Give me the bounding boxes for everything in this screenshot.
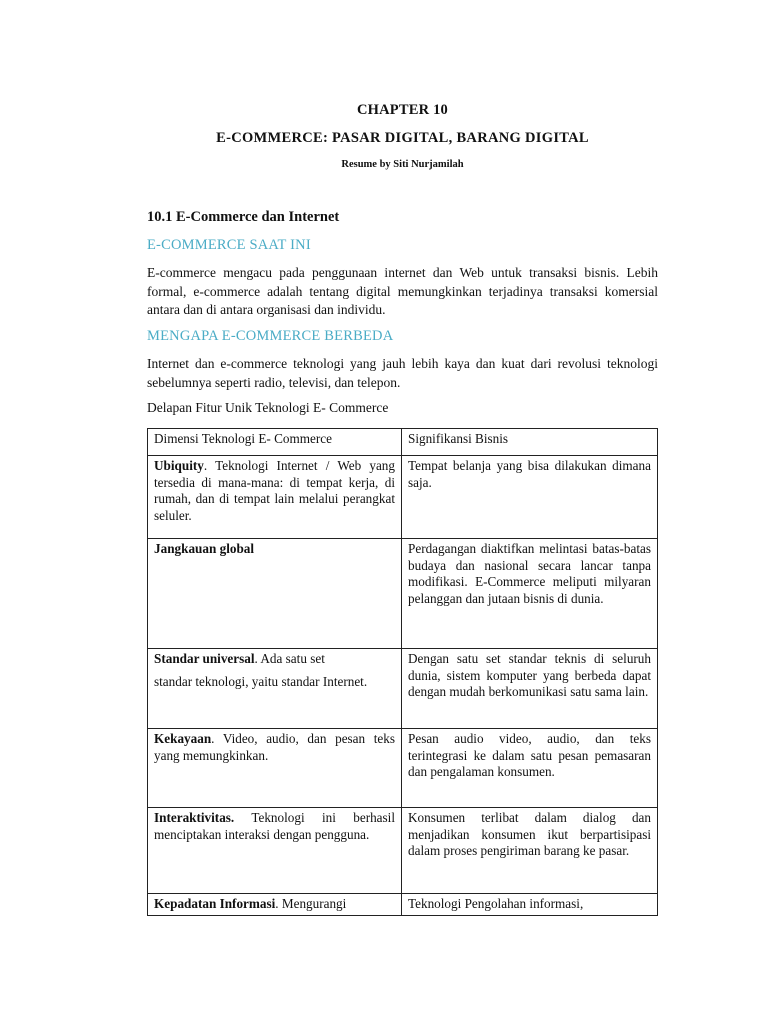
dimension-cell	[148, 649, 402, 729]
author-line: Resume by Siti Nurjamilah	[341, 159, 464, 170]
chapter-title: E-COMMERCE: PASAR DIGITAL, BARANG DIGITAL	[216, 130, 589, 146]
section-heading: 10.1 E-Commerce dan Internet	[147, 209, 340, 225]
subsection-heading-ecommerce-today: E-COMMERCE SAAT INI	[147, 237, 311, 253]
table-caption: Delapan Fitur Unik Teknologi E- Commerce	[147, 400, 389, 415]
significance-cell: Tempat belanja yang bisa dilakukan dimana saja.	[402, 456, 658, 539]
dimension-description-continued: standar teknologi, yaitu standar Internet.	[154, 673, 368, 689]
table-row	[148, 808, 658, 894]
table-row	[148, 894, 658, 916]
dimension-term: Kekayaan	[154, 731, 212, 746]
significance-cell: Pesan audio video, audio, dan teks terintegrasi ke dalam satu pesan pemasaran dan pengalaman konsumen.	[402, 729, 658, 808]
column-header-significance: Signifikansi Bisnis	[402, 429, 658, 456]
dimension-term: Ubiquity	[154, 458, 204, 473]
dimension-term: Standar universal	[154, 651, 255, 666]
significance-cell: Konsumen terlibat dalam dialog dan menjadikan konsumen ikut berpartisipasi dalam proses pengiriman barang ke pasar.	[402, 808, 658, 894]
table-row	[148, 539, 658, 649]
paragraph-why-different: Internet dan e-commerce teknologi yang jauh lebih kaya dan kuat dari revolusi teknologi sebelumnya seperti radio, televisi, dan telepon.	[147, 356, 658, 390]
subsection-heading-why-different: MENGAPA E-COMMERCE BERBEDA	[147, 328, 394, 344]
dimension-description: . Video, audio, dan pesan teks yang memungkinkan.	[154, 731, 395, 763]
features-table	[147, 428, 658, 916]
dimension-cell	[148, 729, 402, 808]
dimension-description: . Ada satu set	[254, 651, 325, 666]
chapter-number: CHAPTER 10	[356, 102, 449, 118]
column-header-dimension: Dimensi Teknologi E- Commerce	[148, 429, 402, 456]
dimension-cell	[148, 894, 402, 916]
paragraph-ecommerce-today: E-commerce mengacu pada penggunaan internet dan Web untuk transaksi bisnis. Lebih formal, e-commerce adalah tentang digital memungkinkan terjadinya transaksi komersial antara dan di antara organisasi dan individu.	[147, 265, 658, 317]
table-row	[148, 649, 658, 729]
dimension-description: . Teknologi Internet / Web yang tersedia di mana-mana: di tempat kerja, di rumah, dan di tempat lain melalui perangkat seluler.	[154, 458, 395, 523]
table-header-row	[148, 429, 658, 456]
significance-cell: Teknologi Pengolahan informasi,	[402, 894, 658, 916]
dimension-term: Kepadatan Informasi	[154, 896, 276, 911]
significance-cell: Dengan satu set standar teknis di seluruh dunia, sistem komputer yang berbeda dapat dengan mudah berkomunikasi satu sama lain.	[402, 649, 658, 729]
dimension-description: . Mengurangi	[275, 896, 347, 911]
dimension-cell	[148, 808, 402, 894]
dimension-cell	[148, 539, 402, 649]
dimension-term: Jangkauan global	[154, 541, 255, 556]
dimension-description: Teknologi ini berhasil menciptakan interaksi dengan pengguna.	[154, 810, 395, 842]
dimension-cell	[148, 456, 402, 539]
significance-cell: Perdagangan diaktifkan melintasi batas-batas budaya dan nasional secara lancar tanpa modifikasi. E-Commerce meliputi milyaran pelanggan dan jutaan bisnis di dunia.	[402, 539, 658, 649]
table-row	[148, 456, 658, 539]
table-row	[148, 729, 658, 808]
dimension-term: Interaktivitas.	[154, 810, 235, 825]
